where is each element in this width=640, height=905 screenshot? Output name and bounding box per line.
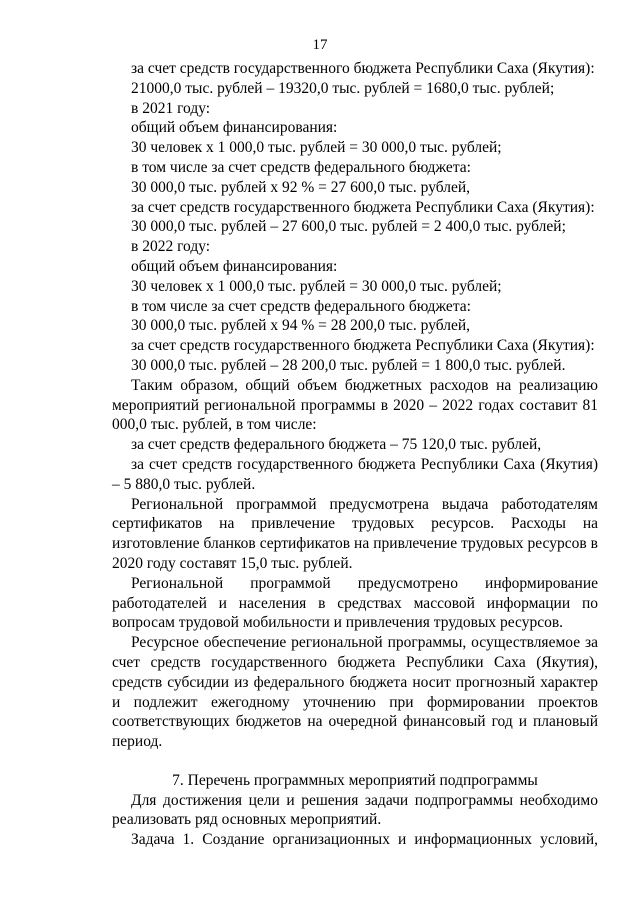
budget-line: 21000,0 тыс. рублей – 19320,0 тыс. рублей = 1680,0 тыс. рублей; [131,79,555,97]
budget-line: общий объем финансирования: [131,119,338,137]
budget-line: 30 человек х 1 000,0 тыс. рублей = 30 000,0 тыс. рублей; [131,139,502,157]
budget-line: за счет средств государственного бюджета Республики Саха (Якутия): [131,60,595,77]
budget-line: в том числе за счет средств федерального бюджета: [131,297,471,315]
body-paragraph: Региональной программой предусмотрено информирование работодателей и населения в средствах массовой информации по вопросам трудовой мобильности и привлечения трудовых ресурсов. [112,574,598,632]
page-body [112,59,598,850]
budget-line: за счет средств государственного бюджета Республики Саха (Якутия): [131,198,595,216]
budget-line: в 2021 году: [131,99,211,117]
budget-line: за счет средств государственного бюджета Республики Саха (Якутия): [131,337,595,355]
republic-budget-paragraph: за счет средств государственного бюджета Республики Саха (Якутия) – 5 880,0 тыс. рублей. [112,455,598,493]
budget-line: 30 человек х 1 000,0 тыс. рублей = 30 000,0 тыс. рублей; [131,277,502,295]
body-paragraph: Ресурсное обеспечение региональной программы, осуществляемое за счет средств государственного бюджета Республики Саха (Якутия), средств субсидии из федерального бюджета носит прогнозный характер и подлежит ежегодному уточнению при формировании проектов соответствующих бюджетов на очередной финансовый год и плановый период. [112,634,598,751]
section-heading: 7. Перечень программных мероприятий подпрограммы [172,771,538,789]
federal-budget-line: за счет средств федерального бюджета – 75 120,0 тыс. рублей, [131,436,542,454]
budget-line: общий объем финансирования: [131,257,338,275]
budget-line: 30 000,0 тыс. рублей х 94 % = 28 200,0 тыс. рублей, [131,317,471,335]
body-paragraph: Региональной программой предусмотрена выдача работодателям сертификатов на привлечение трудовых ресурсов. Расходы на изготовление бланков сертификатов на привлечение трудовых ресурсов в 2020 году составят 15,0 тыс. рублей. [112,495,598,572]
budget-line: 30 000,0 тыс. рублей – 28 200,0 тыс. рублей = 1 800,0 тыс. рублей. [131,356,566,374]
budget-line: в 2022 году: [131,238,211,256]
budget-line: в том числе за счет средств федерального бюджета: [131,158,471,176]
section-paragraph: Для достижения цели и решения задачи подпрограммы необходимо реализовать ряд основных мероприятий. [112,791,598,829]
summary-paragraph: Таким образом, общий объем бюджетных расходов на реализацию мероприятий региональной программы в 2020 – 2022 годах составит 81 000,0 тыс. рублей, в том числе: [112,376,598,434]
budget-line: 30 000,0 тыс. рублей х 92 % = 27 600,0 тыс. рублей, [131,178,471,196]
budget-line: 30 000,0 тыс. рублей – 27 600,0 тыс. рублей = 2 400,0 тыс. рублей; [131,218,566,236]
page-number: 17 [312,37,328,53]
task-line: Задача 1. Создание организационных и информационных условий, [131,831,598,849]
